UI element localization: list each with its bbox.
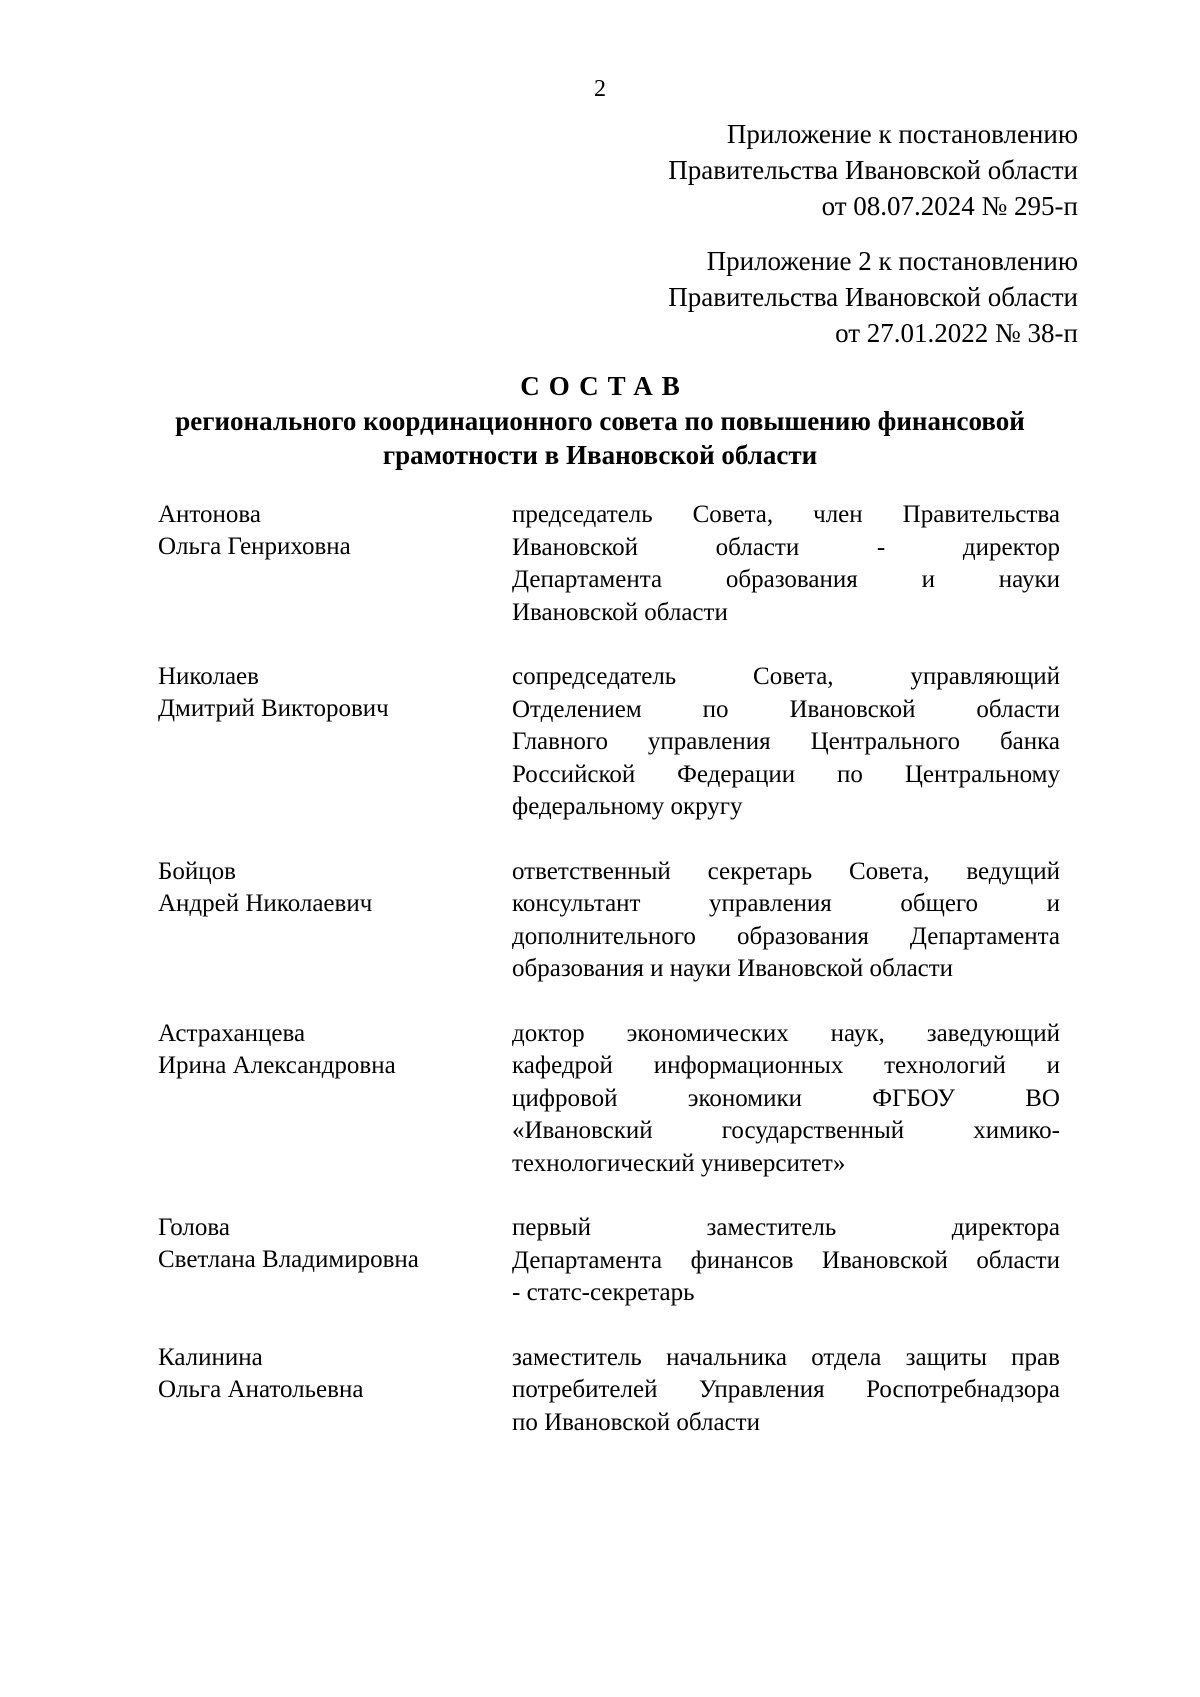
member-row: [158, 1342, 1060, 1440]
appendix-header-2: [518, 243, 1078, 351]
member-role: [512, 1018, 1060, 1181]
member-surname: Бойцов: [158, 857, 236, 885]
appendix-line: Правительства Ивановской области: [668, 282, 1078, 312]
appendix-line: Приложение 2 к постановлению: [706, 246, 1078, 276]
member-role-line: доктор экономических наук, заведующий: [512, 1019, 1060, 1047]
member-name: [158, 1342, 512, 1440]
member-role-line: первый заместитель директора: [512, 1214, 1060, 1241]
member-role-line: председатель Совета, член Правительства: [512, 501, 1060, 528]
members-list: [158, 499, 1060, 1471]
member-role-line: - статс-секретарь: [512, 1279, 695, 1306]
member-role-line: ответственный секретарь Совета, ведущий: [512, 857, 1060, 885]
subtitle-line: регионального координационного совета по повышению финансовой: [175, 406, 1025, 436]
member-role-line: Департамента финансов Ивановской области: [512, 1246, 1060, 1274]
appendix-line: от 27.01.2022 № 38-п: [835, 318, 1078, 348]
appendix-line: от 08.07.2024 № 295-п: [821, 191, 1078, 221]
member-role: [512, 499, 1060, 629]
member-role-line: заместитель начальника отдела защиты прав: [512, 1343, 1060, 1371]
member-role-line: потребителей Управления Роспотребнадзора: [512, 1376, 1060, 1403]
member-name: [158, 856, 512, 986]
member-role-line: Департамента образования и науки: [512, 566, 1060, 593]
member-role: [512, 1212, 1060, 1310]
member-role-line: по Ивановской области: [512, 1408, 760, 1436]
member-name: [158, 499, 512, 629]
page-number: 2: [594, 76, 606, 102]
member-role-line: сопредседатель Совета, управляющий: [512, 663, 1060, 690]
member-given-names: Ольга Анатольевна: [158, 1375, 364, 1403]
member-surname: Голова: [158, 1214, 230, 1241]
member-role: [512, 856, 1060, 986]
member-role-line: цифровой экономики ФГБОУ ВО: [512, 1084, 1060, 1112]
member-name: [158, 661, 512, 824]
member-role-line: «Ивановский государственный химико-: [512, 1117, 1060, 1144]
member-role-line: консультант управления общего и: [512, 890, 1060, 917]
member-row: [158, 499, 1060, 629]
title-main: СОСТАВ: [520, 371, 689, 401]
member-row: [158, 856, 1060, 986]
member-name: [158, 1212, 512, 1310]
title-subtitle: [0, 404, 1200, 472]
member-role-line: федеральному округу: [512, 793, 743, 820]
appendix-line: Приложение к постановлению: [726, 119, 1078, 149]
member-given-names: Светлана Владимировна: [158, 1246, 419, 1273]
member-role-line: дополнительного образования Департамента: [512, 922, 1060, 950]
document-title: [0, 368, 1200, 472]
member-given-names: Дмитрий Викторович: [158, 695, 389, 722]
member-given-names: Ольга Генриховна: [158, 533, 351, 560]
member-role: [512, 661, 1060, 824]
member-row: [158, 1212, 1060, 1310]
member-role-line: Ивановской области: [512, 598, 728, 626]
member-role-line: Главного управления Центрального банка: [512, 728, 1060, 755]
member-given-names: Андрей Николаевич: [158, 889, 373, 917]
member-role-line: кафедрой информационных технологий и: [512, 1052, 1060, 1079]
member-given-names: Ирина Александровна: [158, 1051, 396, 1079]
member-role-line: Российской Федерации по Центральному: [512, 760, 1060, 788]
member-surname: Николаев: [158, 663, 259, 690]
member-role-line: Ивановской области - директор: [512, 533, 1060, 561]
member-role: [512, 1342, 1060, 1440]
member-role-line: образования и науки Ивановской области: [512, 955, 954, 982]
member-surname: Калинина: [158, 1343, 263, 1371]
member-row: [158, 661, 1060, 824]
member-role-line: Отделением по Ивановской области: [512, 695, 1060, 723]
member-row: [158, 1018, 1060, 1181]
appendix-line: Правительства Ивановской области: [668, 155, 1078, 185]
member-surname: Антонова: [158, 501, 261, 528]
member-role-line: технологический университет»: [512, 1149, 846, 1177]
appendix-header-1: [518, 116, 1078, 224]
member-surname: Астраханцева: [158, 1019, 306, 1047]
member-name: [158, 1018, 512, 1181]
subtitle-line: грамотности в Ивановской области: [382, 440, 818, 470]
